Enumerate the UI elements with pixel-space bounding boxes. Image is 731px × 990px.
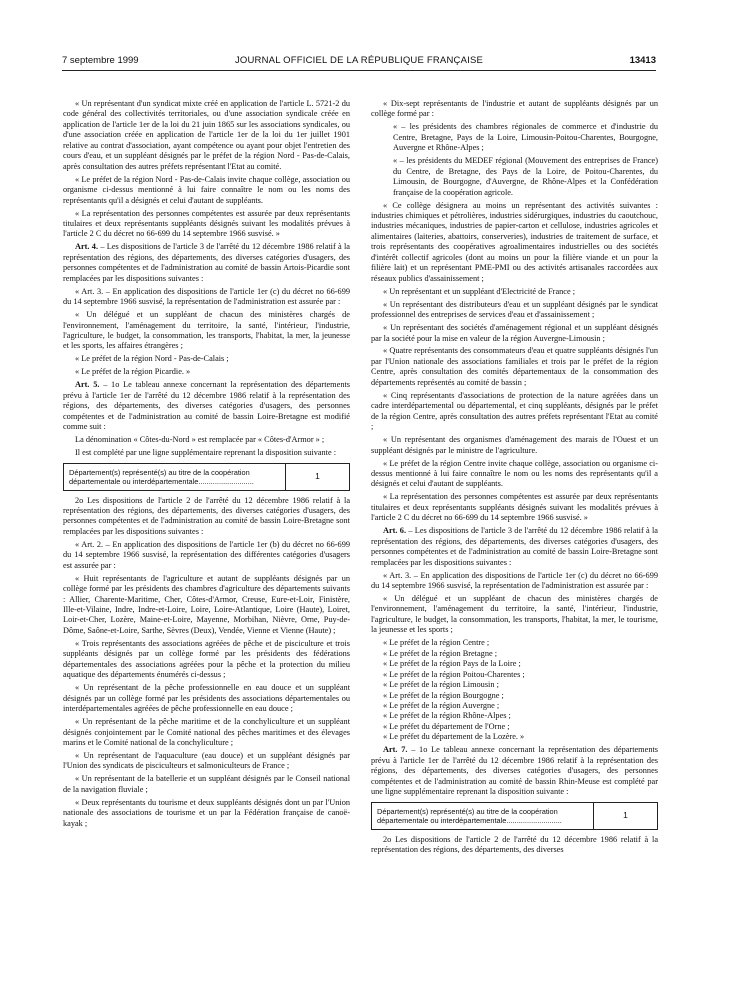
table-value: 1 bbox=[623, 810, 628, 821]
header-rule bbox=[62, 70, 656, 71]
paragraph: « Un représentant de l'aquaculture (eau douce) et un suppléant désignés par l'Union des syndicats de pisciculteurs et salmoniculteurs de France ; bbox=[63, 750, 350, 771]
paragraph: « Un représentant de la pêche maritime et de la conchyliculture et un suppléant désignés conjointement par le Comité national des pêches maritimes et des élevages marins et le Comité national de la conchyliculture ; bbox=[63, 717, 350, 747]
cooperation-table bbox=[371, 802, 658, 830]
paragraph: 2o Les dispositions de l'article 2 de l'arrêté du 12 décembre 1986 relatif à la représentation des régions, des départements, des diverses bbox=[371, 834, 658, 854]
paragraph: « La représentation des personnes compétentes est assurée par deux représentants titulaires et deux représentants suppléants désignés suivant les modalités prévues à l'article 2 C du décret no 66-699 du 14 septembre 1966 susvisé. » bbox=[63, 208, 350, 239]
paragraph: « Art. 2. – En application des dispositions de l'article 1er (b) du décret no 66-699 du 14 septembre 1966 susvisé, la représentation des différentes catégories d'usagers est assurée par : bbox=[63, 539, 350, 570]
paragraph: « Un représentant de la batellerie et un suppléant désignés par le Conseil national de la navigation fluviale ; bbox=[63, 774, 350, 794]
article-label: Art. 5. bbox=[75, 380, 100, 390]
article-text: – Les dispositions de l'article 3 de l'arrêté du 12 décembre 1986 relatif à la représentation des régions, des départements, des diverses catégories d'usagers, des personnes compétentes et de l'administration au comité de bassin Artois-Picardie sont remplacées par les dispositions suivantes : bbox=[63, 242, 350, 283]
paragraph: « Huit représentants de l'agriculture et autant de suppléants désignés par un collège formé par les présidents des chambres d'agriculture des départements suivants : Allier, Charente-Maritime, Cher, Côtes-d'Armor, Creuse, Eure-et-Loir, Finistère, Ille-et-Vilaine, Indre, Indre-et-Loire, Loire, Loire-Atlantique, Loire (Haute), Loiret, Loir-et-Cher, Lozère, Maine-et-Loire, Mayenne, Morbihan, Nièvre, Orne, Puy-de-Dôme, Saône-et-Loire, Sarthe, Sèvres (Deux), Vendée, Vienne et Vienne (Haute) ; bbox=[63, 573, 350, 635]
dash-item: « – les présidents des chambres régionales de commerce et d'industrie du Centre, Bretagne, Pays de la Loire, Limousin-Poitou-Charentes, Bourgogne, Auvergne et Rhône-Alpes ; bbox=[393, 122, 658, 153]
paragraph: La dénomination « Côtes-du-Nord » est remplacée par « Côtes-d'Armor » ; bbox=[75, 435, 325, 445]
paragraph: « Le préfet de la région Centre invite chaque collège, association ou organisme ci-dessus mentionné à lui faire connaître le nom ou les noms des représentants qu'il a désignés et celui d'autant de suppléants. bbox=[371, 458, 658, 489]
article-6 bbox=[371, 526, 658, 568]
article-label: Art. 6. bbox=[383, 526, 407, 536]
paragraph: « Cinq représentants d'associations de protection de la nature agréées dans un cadre interdépartemental ou départemental, et cinq suppléants, désignés par le préfet de la région Centre, après consultation des autres préfets représentant l'Etat au comité ; bbox=[371, 390, 658, 432]
prefet-item: « Le préfet de la région Bretagne ; bbox=[383, 648, 498, 658]
paragraph: « Art. 3. – En application des dispositions de l'article 1er (c) du décret no 66-699 du 14 septembre 1966 susvisé, la représentation de l'administration est assurée par : bbox=[63, 286, 350, 307]
paragraph: « Quatre représentants des consommateurs d'eau et quatre suppléants désignés l'un par l'Union nationale des associations familiales et trois par le préfet de la région Centre, après consultation des comités départementaux de la consommation des départements représentés au comité de bassin ; bbox=[371, 346, 658, 387]
paragraph: « Un délégué et un suppléant de chacun des ministères chargés de l'environnement, l'aménagement du territoire, la santé, l'intérieur, l'industrie, l'agriculture, le budget, la consommation, les transports, l'habitat, la mer, la jeunesse et les sports, les affaires étrangères ; bbox=[63, 310, 350, 351]
paragraph: « La représentation des personnes compétentes est assurée par deux représentants titulaires et deux représentants suppléants désignés suivant les modalités prévues à l'article 2 C du décret no 66-699 du 14 septembre 1966 susvisé. » bbox=[371, 492, 658, 523]
paragraph: « Un représentant des sociétés d'aménagement régional et un suppléant désignés par la société pour la mise en valeur de la région Auvergne-Limousin ; bbox=[371, 323, 658, 343]
article-text: – 1o Le tableau annexe concernant la représentation des départements prévu à l'article 1er de l'arrêté du 12 décembre 1986 relatif à la représentation des régions, des départements, des diverses catégories d'usagers, des personnes compétentes et de l'administration au comité de bassin Rhin-Meuse est complété par une ligne supplémentaire reprenant la disposition suivante : bbox=[371, 745, 658, 797]
journal-title: JOURNAL OFFICIEL DE LA RÉPUBLIQUE FRANÇAISE bbox=[234, 55, 484, 66]
prefet-item: « Le préfet du département de la Lozère. » bbox=[383, 732, 525, 742]
article-4 bbox=[63, 242, 350, 284]
prefet-item: « Le préfet de la région Limousin ; bbox=[383, 680, 499, 690]
dash-item: « – les présidents du MEDEF régional (Mouvement des entreprises de France) du Centre, de Bretagne, des Pays de la Loire, de Poitou-Charentes, du Limousin, de Bourgogne, d'Auvergne, de Rhône-Alpes et la Confédération française de la coopération agricole. bbox=[393, 156, 658, 197]
paragraph: « Ce collège désignera au moins un représentant des activités suivantes : industries chimiques et pétrolières, industries sidérurgiques, industries du caoutchouc, industries mécaniques, industries de papier-carton et cellulose, industries agricoles et alimentaires (laiteries, abattoirs, conserveries), industries de traitement de surface, et trois représentants des coopératives agroalimentaires industrielles ou des sociétés d'intérêt collectif agricoles (dont au moins un pour la filière viande et un pour la filière lait) et un représentant PME-PMI ou des activités artisanales raccordées aux réseaux publics d'assainissement ; bbox=[371, 200, 658, 283]
table-label: Département(s) représenté(s) au titre de la coopération départementale ou interdépartementale........................... bbox=[64, 464, 286, 490]
paragraph: « Le préfet de la région Nord - Pas-de-Calais invite chaque collège, association ou organisme ci-dessus mentionné à lui faire connaître le nom ou les noms des représentants qu'il a désignés et celui d'autant de suppléants. bbox=[63, 174, 350, 205]
prefet-item: « Le préfet de la région Poitou-Charentes ; bbox=[383, 669, 525, 679]
article-label: Art. 7. bbox=[383, 745, 408, 755]
left-column bbox=[63, 99, 350, 832]
issue-date: 7 septembre 1999 bbox=[62, 55, 139, 66]
prefet-item: « Le préfet de la région Bourgogne ; bbox=[383, 690, 504, 700]
paragraph: « Un représentant d'un syndicat mixte créé en application de l'article L. 5721-2 du code général des collectivités territoriales, ou d'une association syndicale créée en application de l'article 1er de la loi du 21 juin 1865 sur les associations syndicales, ou d'une association créée en application de l'article 1er de la loi du 1er juillet 1901 relative au contrat d'association, ayant compétence ou ayant pour objet l'entretien des cours d'eau, et un suppléant désignés par le préfet de la région Nord - Pas-de-Calais, après consultation des autres préfets représentant l'Etat au comité. bbox=[63, 99, 350, 171]
paragraph: « Trois représentants des associations agréées de pêche et de pisciculture et trois suppléants désignés par un collège formé par les présidents des fédérations départementales des associations agréées pour la pêche et la protection du milieu aquatique des départements énumérés ci-dessus ; bbox=[63, 638, 350, 680]
article-7 bbox=[371, 745, 658, 797]
paragraph: « Un délégué et un suppléant de chacun des ministères chargés de l'environnement, l'aménagement du territoire, la santé, l'intérieur, l'industrie, l'agriculture, le budget, la consommation, les transports, l'habitat, la mer, le tourisme, la jeunesse et les sports ; bbox=[371, 593, 658, 635]
paragraph: « Un représentant des distributeurs d'eau et un suppléant désignés par le syndicat professionnel des entreprises de services d'eau et d'assainissement ; bbox=[371, 299, 658, 320]
page-number: 13413 bbox=[629, 55, 656, 66]
paragraph: « Dix-sept représentants de l'industrie et autant de suppléants désignés par un collège formé par : bbox=[371, 99, 658, 119]
paragraph: « Le préfet de la région Nord - Pas-de-Calais ; bbox=[75, 354, 229, 364]
page-header bbox=[62, 55, 656, 69]
prefet-item: « Le préfet de la région Rhône-Alpes ; bbox=[383, 711, 511, 721]
article-text: – 1o Le tableau annexe concernant la représentation des départements prévu à l'article 1er de l'arrêté du 12 décembre 1986 relatif à la représentation des régions, des départements, des diverses catégories d'usagers, des personnes compétentes et de l'administration au comité de bassin Loire-Bretagne est modifié comme suit : bbox=[63, 380, 350, 432]
prefet-item: « Le préfet de la région Pays de la Loire ; bbox=[383, 659, 521, 669]
paragraph: « Un représentant des organismes d'aménagement des marais de l'Ouest et un suppléant désignés par le ministre de l'agriculture. bbox=[371, 435, 658, 455]
prefet-item: « Le préfet de la région Auvergne ; bbox=[383, 700, 500, 710]
article-text: – Les dispositions de l'article 3 de l'arrêté du 12 décembre 1986 relatif à la représentation des régions, des départements, des diverses catégories d'usagers, des personnes compétentes et de l'administration au comité de bassin Loire-Bretagne sont remplacées par les dispositions suivantes : bbox=[371, 526, 658, 567]
prefet-item: « Le préfet de la région Centre ; bbox=[383, 638, 490, 648]
right-column bbox=[371, 99, 658, 858]
prefet-item: « Le préfet du département de l'Orne ; bbox=[383, 721, 510, 731]
paragraph: Il est complété par une ligne supplémentaire reprenant la disposition suivante : bbox=[75, 448, 337, 458]
cooperation-table bbox=[63, 463, 350, 491]
paragraph: « Deux représentants du tourisme et deux suppléants désignés dont un par l'Union nationale des associations de tourisme et un par la Fédération française de canoë-kayak ; bbox=[63, 797, 350, 828]
paragraph: 2o Les dispositions de l'article 2 de l'arrêté du 12 décembre 1986 relatif à la représentation des régions, des départements, des diverses catégories d'usagers, des personnes compétentes et de l'administration au comité de bassin Loire-Bretagne sont remplacées par les dispositions suivantes : bbox=[63, 495, 350, 536]
paragraph: « Le préfet de la région Picardie. » bbox=[75, 367, 191, 377]
paragraph: « Un représentant et un suppléant d'Electricité de France ; bbox=[383, 286, 576, 296]
table-value: 1 bbox=[315, 471, 320, 481]
table-label: Département(s) représenté(s) au titre de la coopération départementale ou interdépartementale........................... bbox=[372, 803, 594, 829]
article-label: Art. 4. bbox=[75, 242, 99, 252]
paragraph: « Art. 3. – En application des dispositions de l'article 1er (c) du décret no 66-699 du 14 septembre 1966 susvisé, la représentation de l'administration est assurée par : bbox=[371, 570, 658, 590]
paragraph: « Un représentant de la pêche professionnelle en eau douce et un suppléant désignés par un collège formé par les présidents des associations départementales ou interdépartementales agréées de pêche professionnelle en eau douce ; bbox=[63, 683, 350, 714]
article-5 bbox=[63, 380, 350, 432]
